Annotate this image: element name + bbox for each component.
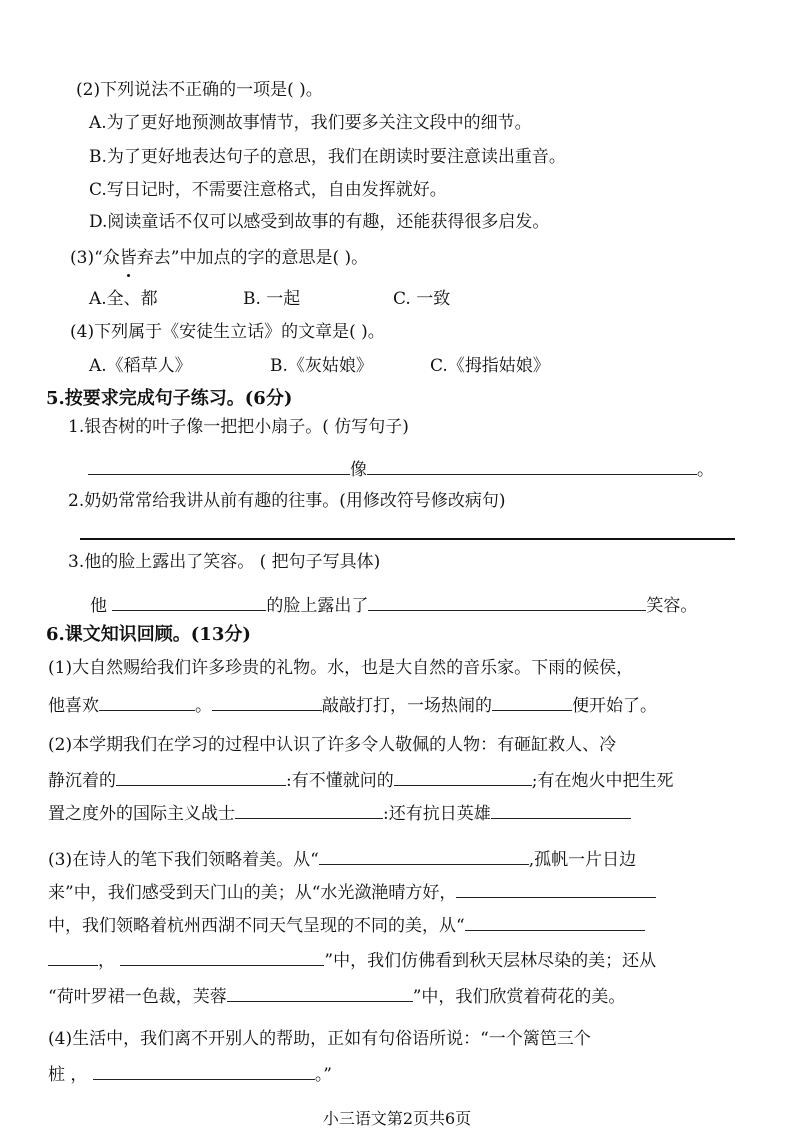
q2-option-c: C.写日记时，不需要注意格式，自由发挥就好。 — [89, 180, 447, 200]
s5-item-2-answer-rule[interactable] — [80, 538, 735, 540]
s6-p2-text-d: 置之度外的国际主义战士 — [48, 804, 235, 824]
answer-blank[interactable] — [465, 912, 645, 931]
s5-item-1: 1.银杏树的叶子像一把把小扇子。( 仿写句子) — [68, 417, 409, 437]
answer-blank[interactable] — [120, 947, 324, 966]
s5-item-3: 3.他的脸上露出了笑容。 ( 把句子写具体) — [68, 552, 381, 572]
s6-p2-line-1: (2)本学期我们在学习的过程中认识了许多令人敬佩的人物：有砸缸救人、冷 — [48, 735, 617, 755]
s6-p2-text-b: :有不懂就问的 — [286, 771, 394, 791]
section-6-heading: 6.课文知识回顾。(13分) — [46, 624, 251, 645]
s6-p3-text-a: (3)在诗人的笔下我们领略着美。从“ — [48, 850, 319, 870]
q3-stem-after: 弃去”中加点的字的意思是( )。 — [136, 248, 369, 268]
answer-blank[interactable] — [212, 692, 322, 711]
answer-blank[interactable] — [367, 456, 697, 475]
q3-stem-before: (3)“众 — [70, 248, 120, 268]
s6-p2-text-a: 静沉着的 — [48, 771, 116, 791]
q2-option-d: D.阅读童话不仅可以感受到故事的有趣，还能获得很多启发。 — [89, 212, 550, 232]
s5-item-1-answer-line — [88, 456, 714, 482]
s6-p1-text-b: 。 — [195, 696, 212, 716]
s6-p3-text-g: “荷叶罗裙一色裁，芙蓉 — [48, 987, 227, 1007]
q3-option-c: C. 一致 — [393, 289, 451, 309]
s6-p3-text-h: ”中，我们欣赏着荷花的美。 — [412, 987, 626, 1007]
q2-option-b: B.为了更好地表达句子的意思，我们在朗读时要注意读出重音。 — [89, 147, 566, 167]
s6-p3-text-d: 中，我们领略着杭州西湖不同天气呈现的不同的美，从“ — [48, 916, 465, 936]
s6-p3-line-3 — [48, 912, 645, 938]
s5-item-3-part-b: 的脸上露出了 — [266, 596, 369, 616]
s5-item-3-part-c: 笑容。 — [646, 596, 698, 616]
answer-blank[interactable] — [93, 1061, 315, 1080]
s5-item-1-mid: 像 — [350, 460, 367, 480]
s6-p4-text-a: 桩 ， — [48, 1065, 88, 1085]
s6-p2-text-e: :还有抗日英雄 — [383, 804, 491, 824]
s6-p1-line-2 — [48, 692, 657, 718]
s6-p3-line-1 — [48, 846, 636, 872]
q3-dotted-char: 皆 — [119, 248, 137, 268]
s6-p1-text-a: 他喜欢 — [48, 696, 99, 716]
section-5-heading: 5.按要求完成句子练习。(6分) — [46, 388, 293, 409]
s6-p3-line-2 — [48, 879, 656, 905]
s6-p3-text-e: ， — [98, 951, 115, 971]
s6-p2-line-2 — [48, 767, 673, 793]
q3-option-a: A.全、都 — [89, 289, 158, 309]
s6-p3-text-f: ”中，我们仿佛看到秋天层林尽染的美；还从 — [324, 951, 657, 971]
s6-p2-line-3 — [48, 800, 631, 826]
answer-blank[interactable] — [116, 767, 286, 786]
answer-blank[interactable] — [491, 800, 631, 819]
page-footer: 小三语文第2页共6页 — [322, 1109, 472, 1128]
q4-stem: (4)下列属于《安徒生立话》的文章是( )。 — [70, 322, 385, 342]
answer-blank[interactable] — [235, 800, 383, 819]
answer-blank[interactable] — [227, 983, 413, 1002]
s6-p1-line-1: (1)大自然赐给我们许多珍贵的礼物。水，也是大自然的音乐家。下雨的候侯， — [48, 658, 634, 678]
answer-blank[interactable] — [492, 692, 572, 711]
answer-blank[interactable] — [112, 592, 266, 611]
s5-item-3-answer-line — [90, 592, 697, 618]
q3-stem — [70, 246, 368, 270]
answer-blank[interactable] — [48, 947, 98, 966]
s6-p4-text-b: 。” — [314, 1065, 333, 1085]
s6-p3-text-b: ,孤帆一片日边 — [528, 850, 637, 870]
s6-p3-line-5 — [48, 983, 625, 1009]
q4-option-a: A.《稻草人》 — [89, 356, 192, 376]
answer-blank[interactable] — [368, 592, 646, 611]
q2-option-a: A.为了更好地预测故事情节，我们要多关注文段中的细节。 — [89, 113, 532, 133]
s6-p3-line-4 — [48, 947, 656, 973]
s5-item-1-end: 。 — [697, 460, 714, 480]
answer-blank[interactable] — [319, 846, 529, 865]
s6-p1-text-c: 敲敲打打，一场热闹的 — [322, 696, 492, 716]
q3-option-b: B. 一起 — [243, 289, 301, 309]
q4-option-c: C.《拇指姑娘》 — [430, 356, 550, 376]
q4-option-b: B.《灰姑娘》 — [270, 356, 373, 376]
s5-item-3-part-a: 他 — [90, 596, 107, 616]
s6-p2-text-c: ;有在炮火中把生死 — [531, 771, 674, 791]
q2-stem: (2)下列说法不正确的一项是( )。 — [76, 80, 323, 100]
answer-blank[interactable] — [88, 456, 350, 475]
answer-blank[interactable] — [99, 692, 195, 711]
s5-item-2: 2.奶奶常常给我讲从前有趣的往事。(用修改符号修改病句) — [68, 491, 506, 511]
s6-p1-text-d: 便开始了。 — [572, 696, 657, 716]
answer-blank[interactable] — [394, 767, 532, 786]
s6-p4-line-2 — [48, 1061, 332, 1087]
answer-blank[interactable] — [456, 879, 656, 898]
s6-p3-text-c: 来”中，我们感受到天门山的美；从“水光潋滟晴方好， — [48, 883, 457, 903]
s6-p4-line-1: (4)生活中，我们离不开别人的帮助，正如有句俗语所说：“一个篱笆三个 — [48, 1029, 591, 1049]
